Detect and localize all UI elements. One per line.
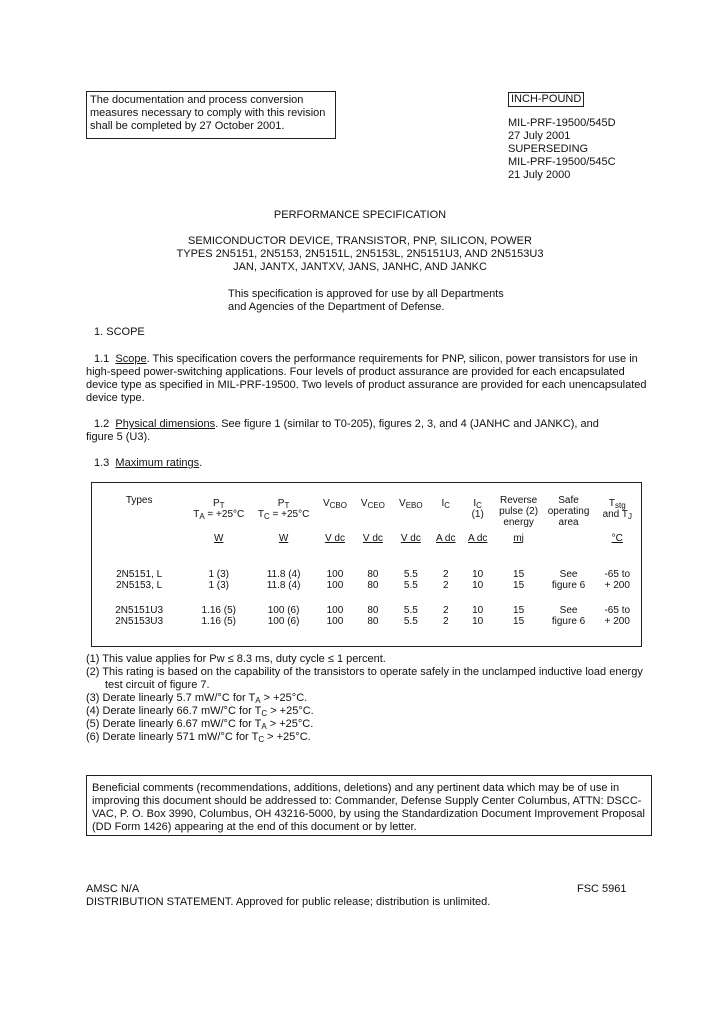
unit-cell	[544, 533, 594, 569]
cell-ic: 2	[442, 568, 449, 580]
title-line: JAN, JANTX, JANTXV, JANS, JANHC, AND JANKC	[233, 261, 487, 273]
doc-number: MIL-PRF-19500/545D	[508, 117, 616, 129]
v-subscript: CBO	[329, 501, 347, 510]
cell-ic-pulse: 10	[472, 615, 484, 627]
scope-heading: 1. SCOPE	[94, 326, 145, 338]
header-safe-area	[544, 483, 594, 533]
scope-subheading: Scope	[115, 353, 147, 365]
note-2: (2) This rating is based on the capability of the transistors to operate safely in the unclamped inductive load energy	[86, 666, 643, 678]
table-header-row	[92, 483, 642, 533]
cell-energy: 15	[513, 604, 525, 616]
max-ratings-subheading: Maximum ratings	[115, 457, 200, 469]
cell-type: 2N5151, L	[116, 568, 163, 580]
cond-value: = +25°C	[269, 509, 310, 520]
cond-value: = +25°C	[204, 509, 245, 520]
cell-vceo: 80	[367, 579, 379, 591]
unit-cell: °C	[611, 532, 623, 544]
note-text: > +25°C.	[264, 731, 311, 743]
cell-ic-pulse: 10	[472, 604, 484, 616]
para-number: 1.1	[94, 353, 110, 365]
note-5	[86, 718, 643, 731]
cell-ic: 2	[442, 615, 449, 627]
note-text: (3) Derate linearly 5.7 mW/°C for T	[86, 692, 256, 704]
dimensions-first-line	[86, 418, 599, 431]
unit-cell: mj	[513, 532, 524, 544]
t-subscript: stg	[614, 501, 626, 510]
comments-line: improving this document should be addressed to: Commander, Defense Supply Center Columbus, ATTN: DSCC-	[92, 795, 642, 807]
maximum-ratings-table	[91, 482, 642, 647]
beneficial-comments-box	[86, 775, 652, 836]
amsc-label: AMSC N/A	[86, 883, 140, 895]
unit-cell: V dc	[324, 532, 345, 544]
para-number: 1.3	[94, 457, 110, 469]
scope-line: high-speed power-switching applications. Four levels of product assurance are provided for each encapsulated	[86, 366, 625, 378]
t-symbol: T	[608, 498, 615, 509]
max-ratings-paragraph	[94, 457, 202, 470]
scope-first-line	[86, 353, 647, 366]
cell-ic: 2	[442, 604, 449, 616]
i-subscript: C	[476, 501, 482, 510]
comments-line: VAC, P. O. Box 3990, Columbus, OH 43216-5000, by using the Standardization Document Improvement Proposal	[92, 808, 645, 820]
cell-type: 2N5153U3	[115, 615, 164, 627]
cond-subscript: A	[199, 512, 205, 521]
table-row	[92, 605, 642, 647]
cell-pt-ambient: 1.16 (5)	[201, 615, 236, 627]
unit-cell: A dc	[467, 532, 488, 544]
header-ic-pulse	[462, 483, 494, 533]
cell-ic-pulse: 10	[472, 568, 484, 580]
header-line: Reverse	[499, 495, 538, 506]
revision-block	[508, 117, 616, 182]
pt-symbol: P	[212, 498, 220, 509]
header-line: Safe	[558, 495, 579, 506]
max-ratings-period: .	[199, 457, 203, 469]
unit-cell: W	[278, 532, 289, 544]
comments-line: (DD Form 1426) appearing at the end of this document or by letter.	[92, 821, 417, 833]
cell-type: 2N5151U3	[115, 604, 164, 616]
notice-line: shall be completed by 27 October 2001.	[90, 120, 285, 132]
cell-energy: 15	[513, 579, 525, 591]
cell-pt-case: 100 (6)	[267, 604, 300, 616]
le-symbol: ≤	[227, 653, 234, 665]
v-symbol: V	[360, 498, 368, 509]
pt-subscript: T	[284, 501, 290, 510]
cell-ic: 2	[442, 579, 449, 591]
cell-pt-ambient: 1.16 (5)	[201, 604, 236, 616]
cell-pt-case: 11.8 (4)	[266, 568, 301, 580]
note-subscript: C	[261, 709, 268, 718]
header-reverse-energy	[494, 483, 544, 533]
note-text: (5) Derate linearly 6.67 mW/°C for T	[86, 718, 262, 730]
note-text: (6) Derate linearly 571 mW/°C for T	[86, 731, 259, 743]
unit-cell: A dc	[436, 532, 456, 544]
cell-temperature: -65 to	[604, 604, 631, 616]
header-vebo	[392, 483, 430, 533]
scope-line: device type.	[86, 392, 145, 404]
fsc-label: FSC 5961	[577, 883, 627, 895]
note-subscript: A	[261, 722, 267, 731]
note-4	[86, 705, 643, 718]
notice-line: The documentation and process conversion	[90, 94, 304, 106]
cell-safe-area: figure 6	[551, 615, 586, 627]
inch-pound-label: INCH-POUND	[508, 92, 584, 107]
cell-ic-pulse: 10	[472, 579, 484, 591]
comments-line: Beneficial comments (recommendations, additions, deletions) and any pertinent data which may be of use in	[92, 782, 620, 794]
header-pt-case	[251, 483, 316, 533]
cell-vebo: 5.5	[403, 568, 418, 580]
scope-text: . This specification covers the performance requirements for PNP, silicon, power transistors for use in	[146, 353, 638, 365]
i-subscript: C	[444, 501, 451, 510]
cell-pt-ambient: 1 (3)	[208, 579, 230, 591]
note-subscript: C	[258, 735, 265, 744]
v-subscript: EBO	[405, 501, 423, 510]
old-doc-date: 21 July 2000	[508, 169, 571, 181]
physical-dimensions-paragraph	[86, 418, 599, 444]
cell-pt-ambient: 1 (3)	[208, 568, 230, 580]
cond-symbol: T	[193, 509, 200, 520]
cell-temperature: + 200	[604, 615, 630, 627]
scope-line: device type as specified in MIL-PRF-19500. Two levels of product assurance are provided for each unencapsulated	[86, 379, 647, 391]
note-text: > +25°C.	[267, 705, 314, 717]
pt-subscript: T	[219, 501, 225, 510]
doc-date: 27 July 2001	[508, 130, 571, 142]
header-vcbo	[316, 483, 354, 533]
cell-temperature: -65 to	[604, 568, 631, 580]
old-doc-number: MIL-PRF-19500/545C	[508, 156, 616, 168]
scope-paragraph	[86, 353, 647, 405]
cell-vceo: 80	[367, 615, 379, 627]
table-row	[92, 569, 642, 605]
unit-cell: V dc	[400, 532, 421, 544]
header-pt-ambient	[186, 483, 251, 533]
cell-energy: 15	[513, 568, 525, 580]
header-temperature	[594, 483, 642, 533]
unit-cell	[92, 533, 187, 569]
ratings-notes	[86, 653, 643, 744]
note-1	[86, 653, 643, 666]
cell-safe-area: figure 6	[551, 579, 586, 591]
header-line: area	[558, 517, 579, 528]
title-line: SEMICONDUCTOR DEVICE, TRANSISTOR, PNP, SILICON, POWER	[188, 235, 532, 247]
cond-symbol: T	[257, 509, 264, 520]
v-symbol: V	[322, 498, 330, 509]
i-note: (1)	[471, 509, 484, 520]
header-vceo	[354, 483, 392, 533]
cell-vebo: 5.5	[403, 579, 418, 591]
t-symbol: and T	[602, 509, 628, 520]
title-line: TYPES 2N5151, 2N5153, 2N5151L, 2N5153L, 2N5151U3, AND 2N5153U3	[176, 248, 544, 260]
cell-vebo: 5.5	[403, 604, 418, 616]
dimensions-subheading: Physical dimensions	[115, 418, 216, 430]
superseding-label: SUPERSEDING	[508, 143, 589, 155]
cell-vebo: 5.5	[403, 615, 418, 627]
cell-pt-case: 100 (6)	[267, 615, 300, 627]
pt-symbol: P	[277, 498, 285, 509]
note-subscript: A	[255, 696, 261, 705]
header-line: operating	[547, 506, 590, 517]
le-symbol: ≤	[327, 653, 334, 665]
unit-cell: V dc	[362, 532, 383, 544]
header-types: Types	[125, 495, 153, 506]
cell-safe-area: See	[559, 604, 578, 616]
para-number: 1.2	[94, 418, 110, 430]
cell-energy: 15	[513, 615, 525, 627]
dimensions-text: . See figure 1 (similar to T0-205), figures 2, 3, and 4 (JANHC and JANKC), and	[215, 418, 599, 430]
note-text: 1 percent.	[333, 653, 386, 665]
note-text: > +25°C.	[260, 692, 308, 704]
conversion-notice-box	[86, 91, 336, 139]
note-text: > +25°C.	[266, 718, 314, 730]
v-symbol: V	[399, 498, 406, 509]
cell-vceo: 80	[367, 568, 379, 580]
header-line: pulse (2)	[499, 506, 539, 517]
i-symbol: I	[441, 498, 445, 509]
cell-temperature: + 200	[604, 579, 630, 591]
cell-vceo: 80	[367, 604, 379, 616]
unit-cell: W	[214, 532, 224, 544]
i-symbol: I	[473, 498, 477, 509]
cell-pt-case: 11.8 (4)	[266, 579, 301, 591]
spec-type-title: PERFORMANCE SPECIFICATION	[273, 209, 447, 221]
units-row	[92, 533, 642, 569]
header-ic	[430, 483, 462, 533]
notice-line: measures necessary to comply with this revision	[90, 107, 326, 119]
note-text: 8.3 ms, duty cycle	[233, 653, 328, 665]
cell-vcbo: 100	[326, 604, 344, 616]
document-title	[0, 235, 720, 274]
v-subscript: CEO	[367, 501, 385, 510]
note-text: (1) This value applies for Pw	[86, 653, 228, 665]
note-text: (4) Derate linearly 66.7 mW/°C for T	[86, 705, 262, 717]
note-2-continued: test circuit of figure 7.	[105, 679, 210, 691]
cond-subscript: C	[263, 512, 270, 521]
note-3	[86, 692, 643, 705]
note-6	[86, 731, 643, 744]
dimensions-line: figure 5 (U3).	[86, 431, 151, 443]
cell-vcbo: 100	[326, 579, 344, 591]
cell-vcbo: 100	[326, 615, 344, 627]
approval-line: and Agencies of the Department of Defense.	[228, 301, 445, 313]
approval-line: This specification is approved for use by all Departments	[228, 288, 504, 300]
cell-safe-area: See	[559, 568, 578, 580]
t-subscript: J	[627, 512, 632, 521]
header-line: energy	[503, 517, 534, 528]
distribution-statement: DISTRIBUTION STATEMENT. Approved for public release; distribution is unlimited.	[86, 896, 491, 908]
approval-statement	[228, 288, 504, 314]
cell-vcbo: 100	[326, 568, 344, 580]
cell-type: 2N5153, L	[116, 579, 163, 591]
